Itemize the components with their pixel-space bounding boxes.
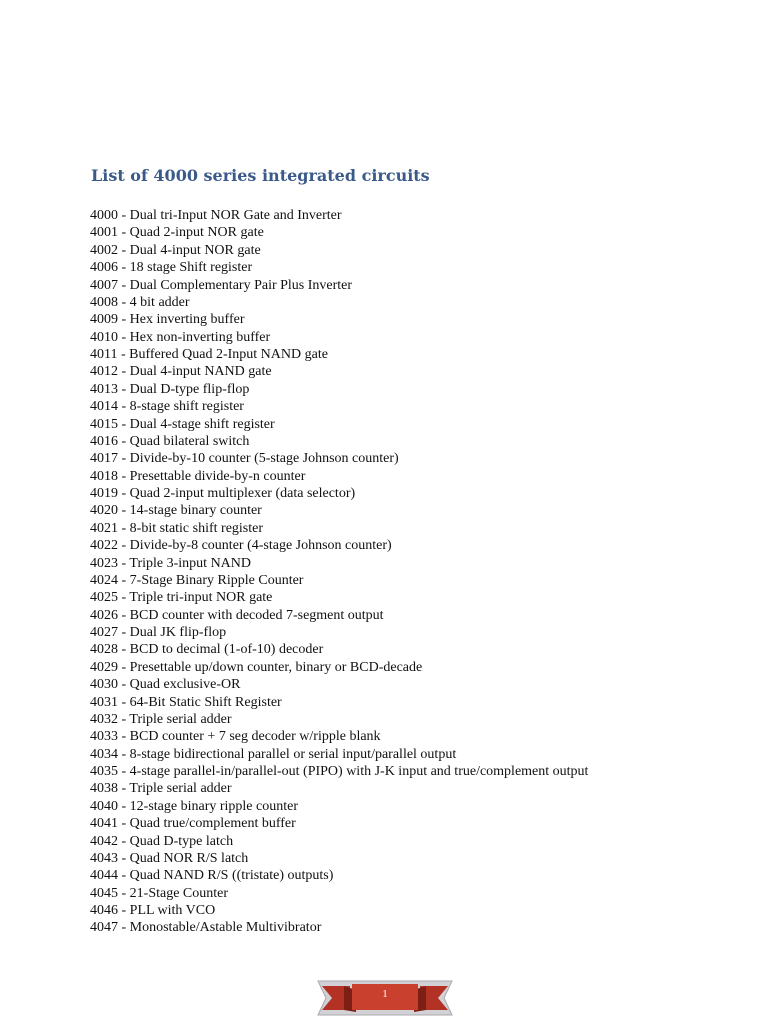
list-item: 4012 - Dual 4-input NAND gate	[90, 364, 272, 380]
list-item: 4008 - 4 bit adder	[90, 294, 190, 310]
list-item: 4022 - Divide-by-8 counter (4-stage Johnson counter)	[90, 538, 392, 554]
list-item: 4046 - PLL with VCO	[90, 903, 216, 918]
list-item: 4009 - Hex inverting buffer	[90, 312, 245, 328]
list-item: 4041 - Quad true/complement buffer	[90, 816, 296, 832]
list-item: 4018 - Presettable divide-by-n counter	[90, 468, 306, 484]
list-item: 4002 - Dual 4-input NOR gate	[90, 242, 261, 258]
list-item: 4030 - Quad exclusive-OR	[90, 677, 241, 693]
list-item: 4035 - 4-stage parallel-in/parallel-out (PIPO) with J-K input and true/complement output	[90, 764, 589, 779]
list-item: 4010 - Hex non-inverting buffer	[90, 329, 271, 345]
list-item: 4001 - Quad 2-input NOR gate	[90, 225, 264, 241]
page-number: 1	[382, 988, 388, 1000]
list-item: 4047 - Monostable/Astable Multivibrator	[90, 920, 322, 936]
list-item: 4034 - 8-stage bidirectional parallel or serial input/parallel output	[90, 746, 457, 762]
list-item: 4024 - 7-Stage Binary Ripple Counter	[90, 572, 304, 588]
list-item: 4014 - 8-stage shift register	[90, 399, 244, 415]
ic-list	[90, 207, 588, 937]
list-item: 4025 - Triple tri-input NOR gate	[90, 590, 273, 606]
list-item: 4020 - 14-stage binary counter	[90, 503, 262, 519]
list-item: 4028 - BCD to decimal (1-of-10) decoder	[90, 642, 324, 658]
list-item: 4007 - Dual Complementary Pair Plus Inverter	[90, 277, 353, 293]
page-title: List of 4000 series integrated circuits	[91, 166, 430, 185]
list-item: 4006 - 18 stage Shift register	[90, 260, 253, 276]
list-item: 4033 - BCD counter + 7 seg decoder w/ripple blank	[90, 729, 381, 745]
list-item: 4021 - 8-bit static shift register	[90, 520, 264, 536]
list-item: 4042 - Quad D-type latch	[90, 833, 234, 849]
list-item: 4038 - Triple serial adder	[90, 781, 232, 797]
list-item: 4023 - Triple 3-input NAND	[90, 555, 252, 571]
list-item: 4013 - Dual D-type flip-flop	[90, 381, 250, 397]
list-item: 4044 - Quad NAND R/S ((tristate) outputs)	[90, 868, 334, 884]
list-item: 4027 - Dual JK flip-flop	[90, 625, 227, 640]
list-item: 4016 - Quad bilateral switch	[90, 433, 250, 449]
list-item: 4045 - 21-Stage Counter	[90, 885, 229, 901]
list-item: 4015 - Dual 4-stage shift register	[90, 416, 275, 432]
list-item: 4040 - 12-stage binary ripple counter	[90, 798, 298, 814]
list-item: 4017 - Divide-by-10 counter (5-stage Johnson counter)	[90, 451, 399, 467]
list-item: 4043 - Quad NOR R/S latch	[90, 850, 249, 866]
list-item: 4019 - Quad 2-input multiplexer (data selector)	[90, 486, 356, 501]
list-item: 4029 - Presettable up/down counter, binary or BCD-decade	[90, 659, 423, 675]
list-item: 4031 - 64-Bit Static Shift Register	[90, 694, 282, 710]
list-item: 4000 - Dual tri-Input NOR Gate and Inverter	[90, 208, 342, 223]
list-item: 4026 - BCD counter with decoded 7-segment output	[90, 607, 384, 623]
list-item: 4032 - Triple serial adder	[90, 711, 232, 727]
list-item: 4011 - Buffered Quad 2-Input NAND gate	[90, 347, 328, 362]
